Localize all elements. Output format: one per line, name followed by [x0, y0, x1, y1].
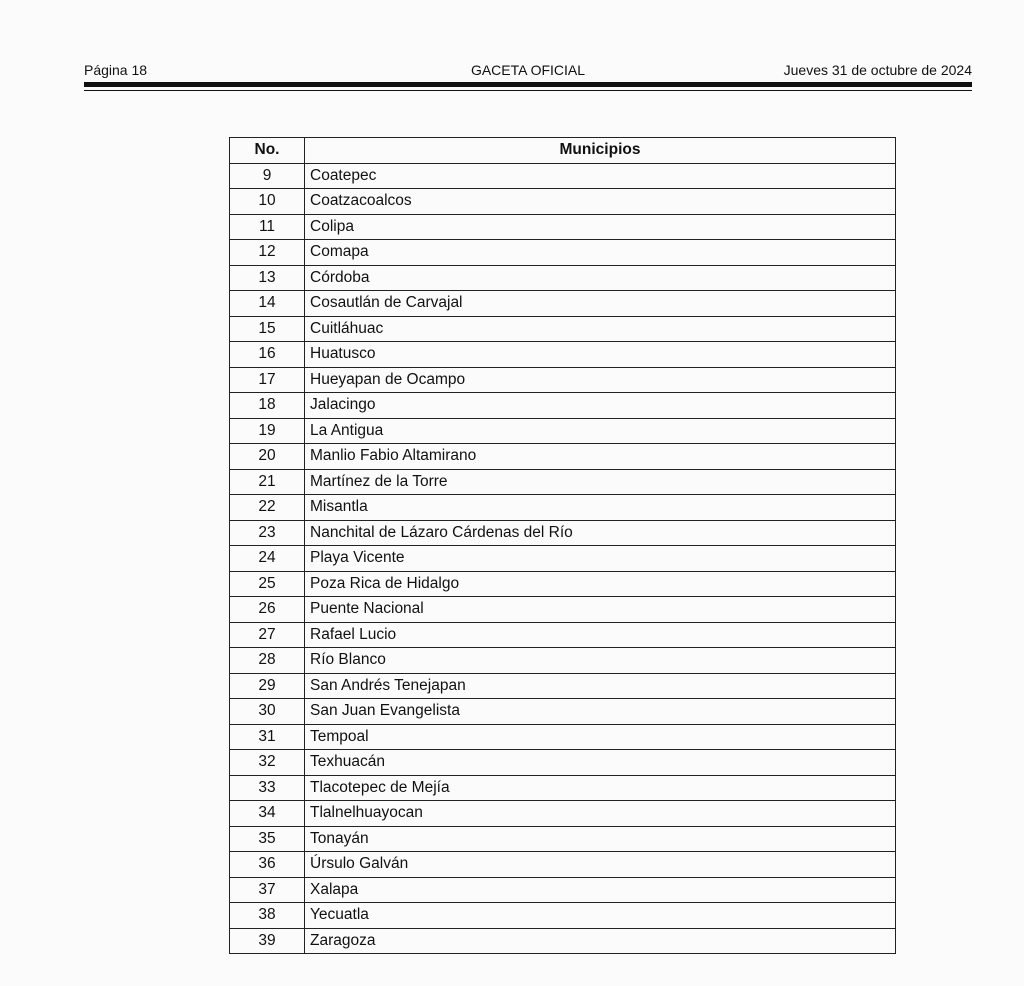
row-number: 28 [230, 648, 305, 674]
row-number: 38 [230, 903, 305, 929]
table-header-row [230, 138, 896, 164]
row-number: 14 [230, 291, 305, 317]
table-row [230, 903, 896, 929]
table-row [230, 189, 896, 215]
page-header [84, 60, 972, 82]
municipality-name: Tempoal [305, 724, 896, 750]
table-body [230, 163, 896, 954]
table-row [230, 495, 896, 521]
municipality-name: Tlacotepec de Mejía [305, 775, 896, 801]
municipality-name: Yecuatla [305, 903, 896, 929]
table-row [230, 724, 896, 750]
header-rule-thick [84, 82, 972, 87]
municipality-name: Cosautlán de Carvajal [305, 291, 896, 317]
row-number: 22 [230, 495, 305, 521]
row-number: 34 [230, 801, 305, 827]
table-row [230, 520, 896, 546]
row-number: 36 [230, 852, 305, 878]
page-number: Página 18 [84, 62, 148, 78]
column-header-no: No. [230, 138, 305, 164]
municipality-name: San Juan Evangelista [305, 699, 896, 725]
municipality-name: San Andrés Tenejapan [305, 673, 896, 699]
table-row [230, 316, 896, 342]
row-number: 27 [230, 622, 305, 648]
cut-off-paragraph-fragment [190, 976, 890, 986]
row-number: 17 [230, 367, 305, 393]
table-row [230, 163, 896, 189]
row-number: 11 [230, 214, 305, 240]
row-number: 13 [230, 265, 305, 291]
column-header-municipios: Municipios [305, 138, 896, 164]
municipality-name: Nanchital de Lázaro Cárdenas del Río [305, 520, 896, 546]
table-row [230, 928, 896, 954]
table-row [230, 622, 896, 648]
publication-date: Jueves 31 de octubre de 2024 [783, 62, 972, 78]
table-row [230, 240, 896, 266]
row-number: 16 [230, 342, 305, 368]
table-row [230, 342, 896, 368]
row-number: 29 [230, 673, 305, 699]
table-row [230, 265, 896, 291]
row-number: 35 [230, 826, 305, 852]
municipality-name: Xalapa [305, 877, 896, 903]
municipality-name: Úrsulo Galván [305, 852, 896, 878]
table-row [230, 597, 896, 623]
table-row [230, 469, 896, 495]
municipality-name: Coatepec [305, 163, 896, 189]
table-row [230, 648, 896, 674]
row-number: 9 [230, 163, 305, 189]
table-row [230, 750, 896, 776]
row-number: 24 [230, 546, 305, 572]
row-number: 21 [230, 469, 305, 495]
municipality-name: Manlio Fabio Altamirano [305, 444, 896, 470]
municipality-name: Poza Rica de Hidalgo [305, 571, 896, 597]
row-number: 20 [230, 444, 305, 470]
municipality-name: Colipa [305, 214, 896, 240]
municipality-name: Córdoba [305, 265, 896, 291]
row-number: 15 [230, 316, 305, 342]
row-number: 32 [230, 750, 305, 776]
row-number: 19 [230, 418, 305, 444]
table-row [230, 291, 896, 317]
row-number: 12 [230, 240, 305, 266]
table-row [230, 673, 896, 699]
municipality-name: Zaragoza [305, 928, 896, 954]
row-number: 23 [230, 520, 305, 546]
municipality-name: Puente Nacional [305, 597, 896, 623]
publication-title: GACETA OFICIAL [470, 62, 586, 78]
table-row [230, 877, 896, 903]
table-row [230, 418, 896, 444]
row-number: 18 [230, 393, 305, 419]
table-row [230, 852, 896, 878]
table-row [230, 444, 896, 470]
municipality-name: Playa Vicente [305, 546, 896, 572]
municipality-name: Hueyapan de Ocampo [305, 367, 896, 393]
row-number: 10 [230, 189, 305, 215]
table-row [230, 214, 896, 240]
municipality-name: Huatusco [305, 342, 896, 368]
municipality-name: Tlalnelhuayocan [305, 801, 896, 827]
header-rule-thin [84, 90, 972, 91]
table-row [230, 826, 896, 852]
row-number: 37 [230, 877, 305, 903]
table-row [230, 775, 896, 801]
row-number: 26 [230, 597, 305, 623]
municipality-name: Cuitláhuac [305, 316, 896, 342]
table-row [230, 393, 896, 419]
municipality-name: Tonayán [305, 826, 896, 852]
municipality-name: Martínez de la Torre [305, 469, 896, 495]
row-number: 25 [230, 571, 305, 597]
table-row [230, 571, 896, 597]
municipality-name: Texhuacán [305, 750, 896, 776]
municipality-name: Coatzacoalcos [305, 189, 896, 215]
table-row [230, 699, 896, 725]
municipalities-table [229, 137, 896, 954]
row-number: 39 [230, 928, 305, 954]
municipality-name: Comapa [305, 240, 896, 266]
municipality-name: La Antigua [305, 418, 896, 444]
table-row [230, 546, 896, 572]
municipality-name: Rafael Lucio [305, 622, 896, 648]
table-row [230, 801, 896, 827]
table-row [230, 367, 896, 393]
row-number: 31 [230, 724, 305, 750]
municipality-name: Jalacingo [305, 393, 896, 419]
row-number: 30 [230, 699, 305, 725]
municipality-name: Misantla [305, 495, 896, 521]
row-number: 33 [230, 775, 305, 801]
municipality-name: Río Blanco [305, 648, 896, 674]
